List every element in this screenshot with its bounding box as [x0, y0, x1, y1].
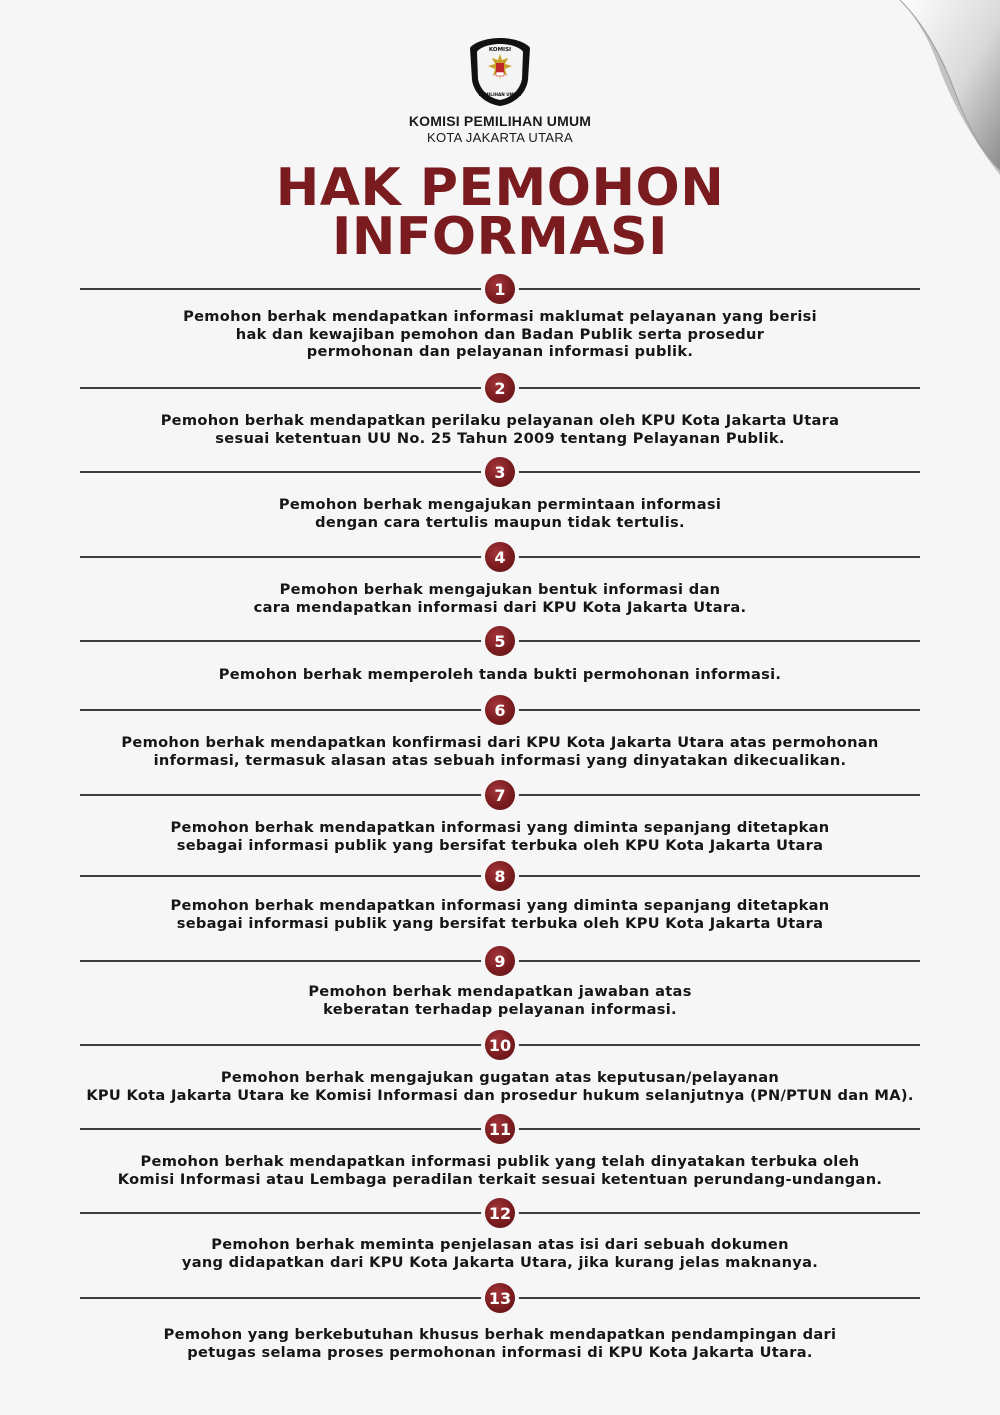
item-text — [60, 412, 940, 447]
item-text-line: Pemohon berhak memperoleh tanda bukti permohonan informasi. — [218, 666, 782, 683]
item-text-line: KPU Kota Jakarta Utara ke Komisi Informasi dan prosedur hukum selanjutnya (PN/PTUN dan MA). — [86, 1086, 914, 1104]
kpu-logo — [468, 36, 532, 108]
item-text-line: Pemohon berhak mendapatkan perilaku pelayanan oleh KPU Kota Jakarta Utara — [160, 412, 840, 429]
item-text-line: sebagai informasi publik yang bersifat terbuka oleh KPU Kota Jakarta Utara — [176, 914, 824, 932]
item-text — [60, 734, 940, 769]
item-text-line: Pemohon berhak mendapatkan informasi yang diminta sepanjang ditetapkan — [170, 897, 830, 914]
item-number-badge: 4 — [485, 542, 515, 572]
item-text-line: petugas selama proses permohonan informasi di KPU Kota Jakarta Utara. — [187, 1343, 813, 1361]
page-title-line-1: HAK PEMOHON — [275, 158, 725, 218]
item-text-line: Pemohon berhak mendapatkan informasi yang diminta sepanjang ditetapkan — [170, 819, 830, 836]
item-text-line: yang didapatkan dari KPU Kota Jakarta Utara, jika kurang jelas maknanya. — [181, 1253, 819, 1271]
logo-text-top: KOMISI — [488, 47, 512, 53]
item-text-line: Pemohon berhak mendapatkan konfirmasi dari KPU Kota Jakarta Utara atas permohonan — [121, 734, 879, 751]
item-number-badge: 12 — [485, 1198, 515, 1228]
item-text-line: informasi, termasuk alasan atas sebuah informasi yang dinyatakan dikecualikan. — [153, 751, 847, 769]
item-text-line: Pemohon yang berkebutuhan khusus berhak mendapatkan pendampingan dari — [163, 1326, 837, 1343]
header — [0, 36, 1000, 145]
item-text-line: sebagai informasi publik yang bersifat terbuka oleh KPU Kota Jakarta Utara — [176, 836, 824, 854]
item-text — [60, 1236, 940, 1271]
item-number-badge: 13 — [485, 1283, 515, 1313]
item-text-line: Pemohon berhak mendapatkan jawaban atas — [308, 983, 692, 1000]
item-text-line: keberatan terhadap pelayanan informasi. — [323, 1000, 677, 1018]
item-text-line: Pemohon berhak mendapatkan informasi publik yang telah dinyatakan terbuka oleh — [140, 1153, 860, 1170]
item-text — [60, 819, 940, 854]
item-text — [60, 581, 940, 616]
item-text — [60, 1326, 940, 1361]
item-text — [60, 666, 940, 684]
org-name: KOMISI PEMILIHAN UMUM — [408, 113, 592, 129]
item-text-line: cara mendapatkan informasi dari KPU Kota Jakarta Utara. — [253, 598, 747, 616]
item-number-badge: 8 — [485, 861, 515, 891]
item-number-badge: 3 — [485, 457, 515, 487]
item-text-line: Pemohon berhak mengajukan permintaan informasi — [278, 496, 722, 513]
item-text-line: permohonan dan pelayanan informasi publik. — [306, 343, 694, 360]
item-number-badge: 9 — [485, 946, 515, 976]
item-text — [60, 1069, 940, 1104]
item-number-badge: 1 — [485, 274, 515, 304]
item-text-line: Pemohon berhak mengajukan bentuk informasi dan — [279, 581, 721, 598]
item-text-line: Pemohon berhak mengajukan gugatan atas keputusan/pelayanan — [220, 1069, 780, 1086]
item-text — [60, 496, 940, 531]
item-number-badge: 5 — [485, 626, 515, 656]
item-text-line: Komisi Informasi atau Lembaga peradilan terkait sesuai ketentuan perundang-undangan. — [117, 1170, 883, 1188]
page-title-line-2: INFORMASI — [332, 207, 668, 267]
item-number-badge: 11 — [485, 1114, 515, 1144]
item-number-badge: 7 — [485, 780, 515, 810]
logo-text-bottom: PEMILIHAN UMUM — [478, 92, 522, 97]
item-text — [60, 1153, 940, 1188]
item-number-badge: 2 — [485, 373, 515, 403]
item-text — [60, 308, 940, 361]
item-text-line: dengan cara tertulis maupun tidak tertulis. — [315, 513, 685, 531]
item-text-line: hak dan kewajiban pemohon dan Badan Publik serta prosedur — [235, 325, 765, 343]
item-text-line: Pemohon berhak mendapatkan informasi maklumat pelayanan yang berisi — [183, 308, 817, 325]
item-text-line: sesuai ketentuan UU No. 25 Tahun 2009 tentang Pelayanan Publik. — [215, 429, 785, 447]
item-text — [60, 983, 940, 1018]
item-text — [60, 897, 940, 932]
item-text-line: Pemohon berhak meminta penjelasan atas isi dari sebuah dokumen — [211, 1236, 789, 1253]
org-city: KOTA JAKARTA UTARA — [426, 130, 574, 145]
item-number-badge: 6 — [485, 695, 515, 725]
item-number-badge: 10 — [485, 1030, 515, 1060]
